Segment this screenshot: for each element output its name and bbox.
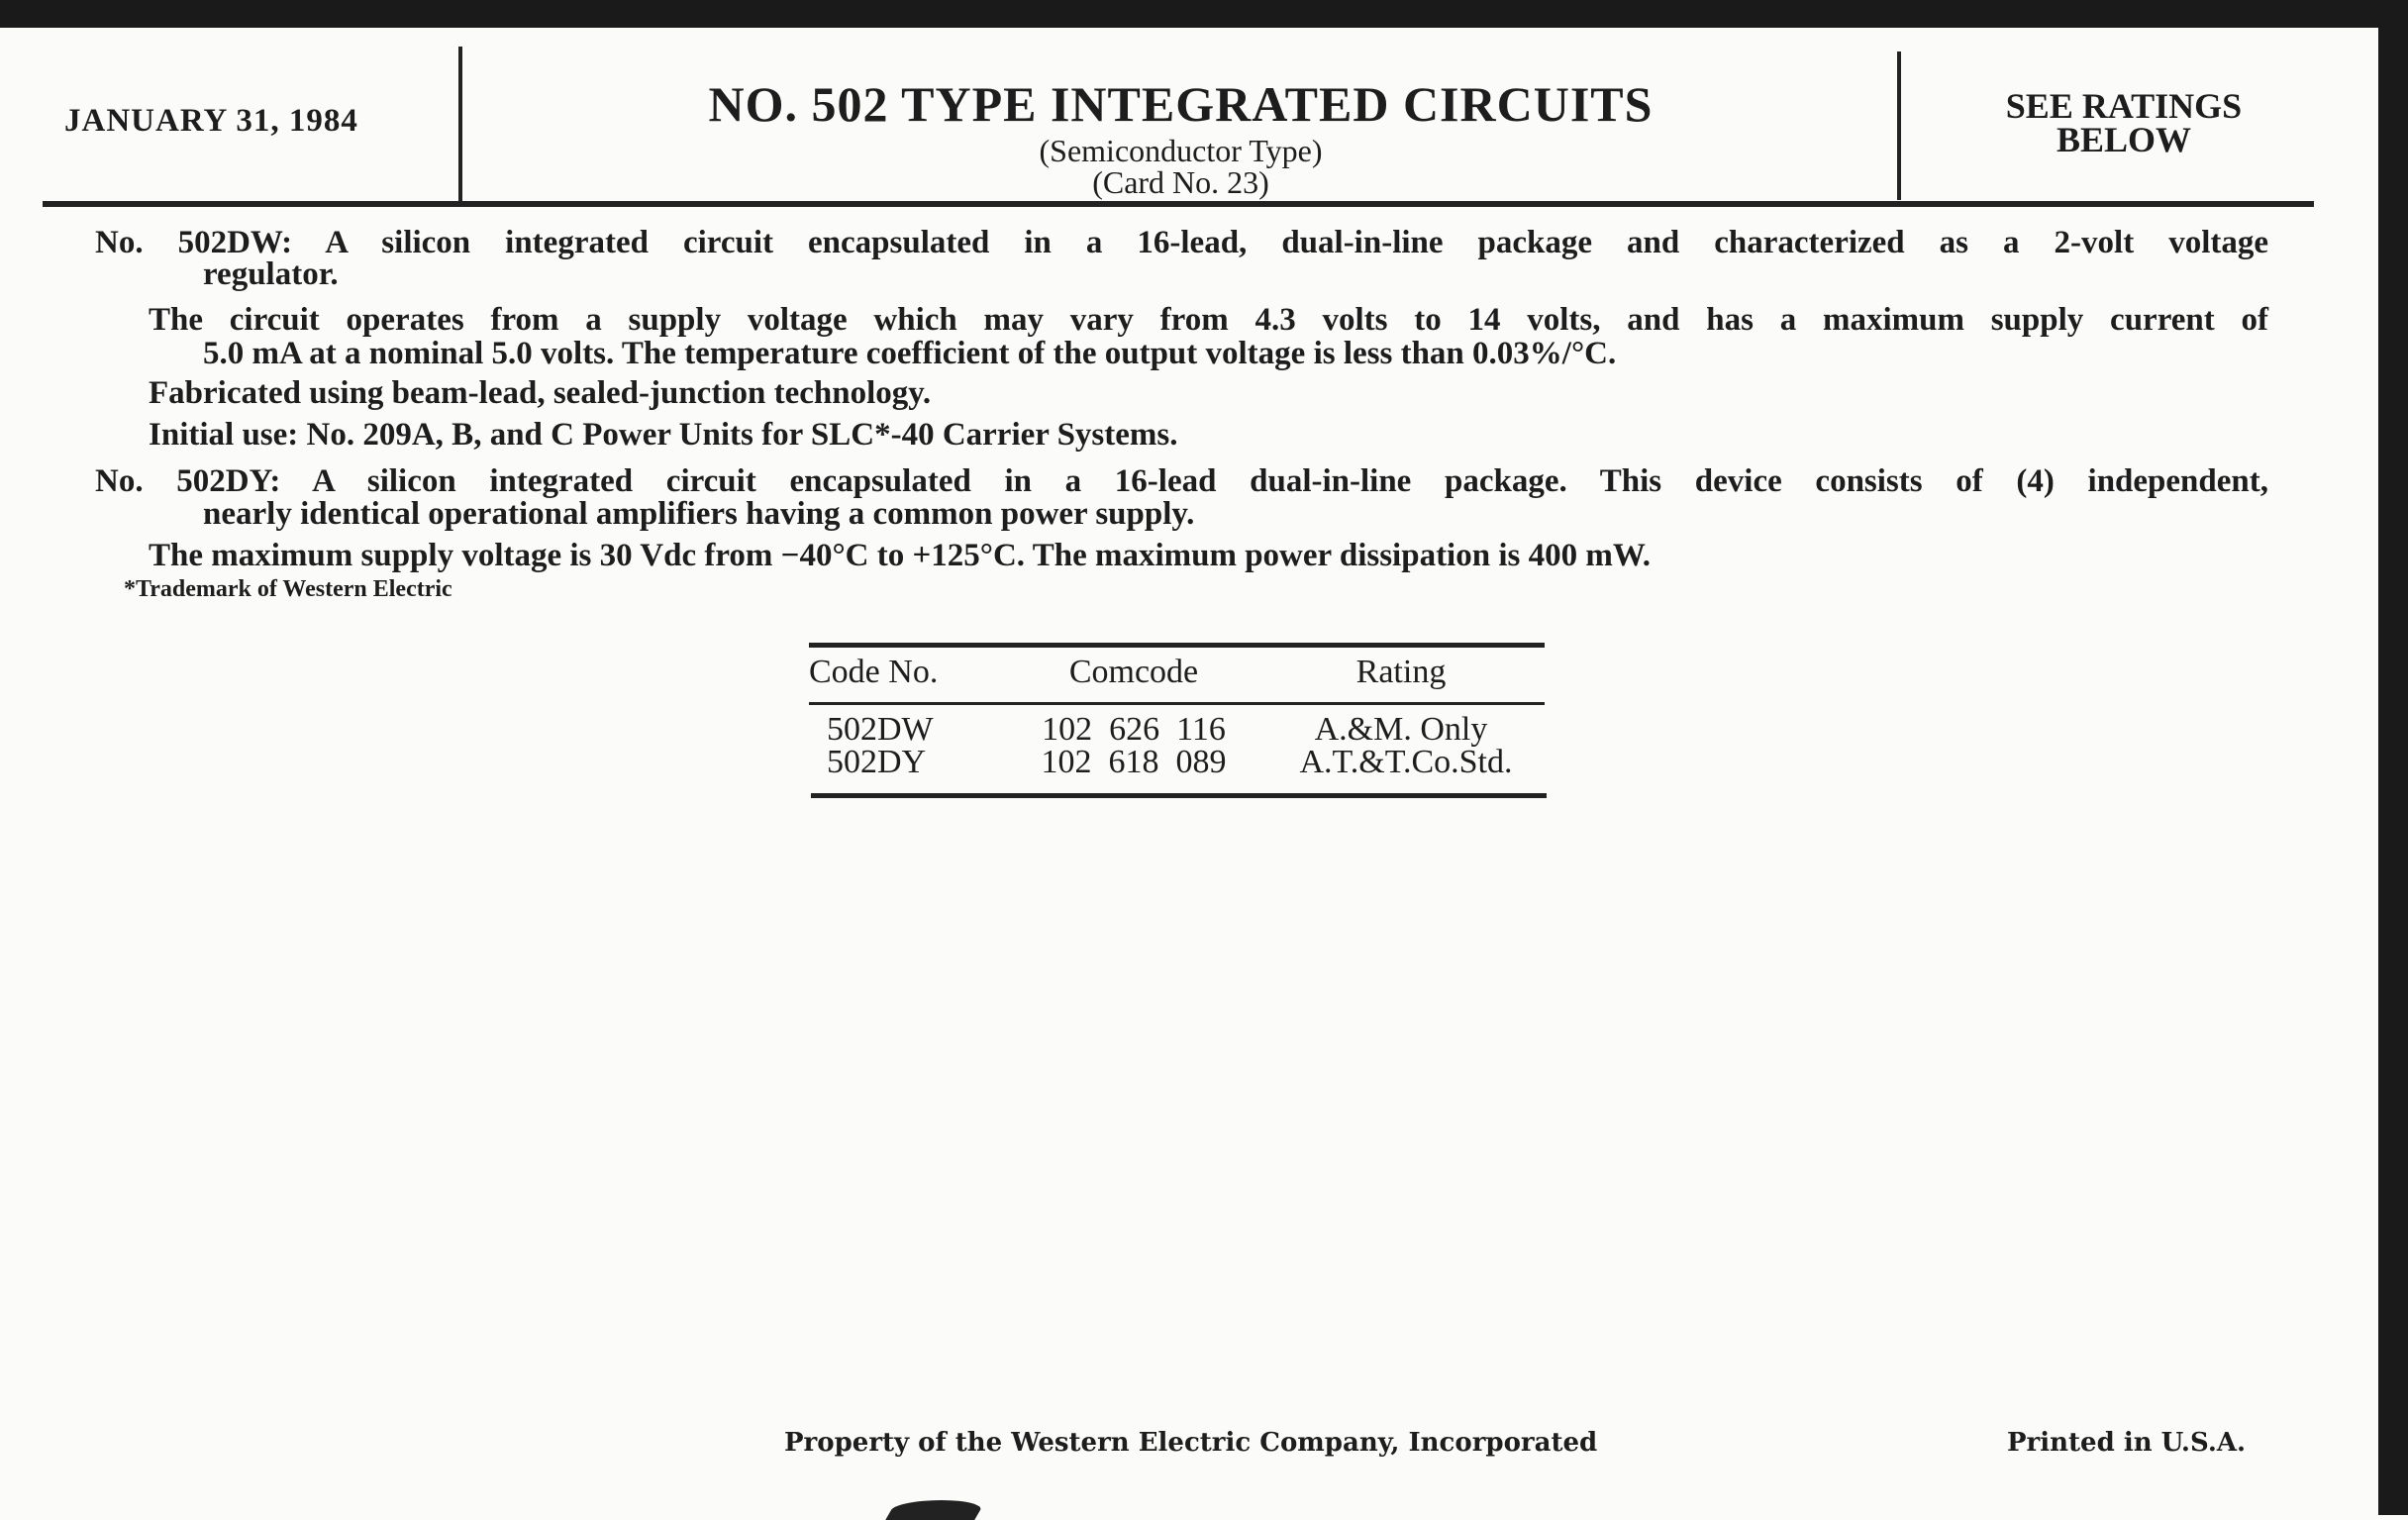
p1-line2: regulator.: [203, 256, 339, 292]
page-title: NO. 502 TYPE INTEGRATED CIRCUITS: [708, 76, 1654, 132]
property-notice: Property of the Western Electric Company, Incorporated: [784, 1428, 1598, 1458]
p2-line1: The circuit operates from a supply voltage which may vary from 4.3 volts to 14 volts, and has a maximum supply current of: [149, 302, 2268, 338]
trademark-note: *Trademark of Western Electric: [124, 576, 452, 602]
table-header-rule: [809, 702, 1545, 705]
cell-comcode: 102 618 089: [1041, 744, 1227, 780]
cell-rating: A.T.&T.Co.Std.: [1299, 744, 1513, 780]
cell-comcode: 102 626 116: [1042, 711, 1226, 748]
card-number: (Card No. 23): [1092, 164, 1269, 200]
scan-border-right: [2378, 0, 2408, 1515]
issue-date: JANUARY 31, 1984: [64, 103, 358, 139]
cell-code: 502DY: [827, 744, 927, 780]
p6: The maximum supply voltage is 30 Vdc from −40°C to +125°C. The maximum power dissipation is 400 mW.: [149, 538, 1652, 573]
p5-line1: No. 502DY: A silicon integrated circuit encapsulated in a 16-lead dual-in-line package. This device consists of (4) independent,: [95, 463, 2268, 499]
ratings-line-1: SEE RATINGS: [2005, 86, 2243, 126]
p4: Initial use: No. 209A, B, and C Power Units for SLC*-40 Carrier Systems.: [149, 417, 1178, 453]
printed-in: Printed in U.S.A.: [2007, 1428, 2247, 1458]
ratings-line-2: BELOW: [2056, 120, 2192, 159]
p2-line2: 5.0 mA at a nominal 5.0 volts. The temperature coefficient of the output voltage is less than 0.03%/°C.: [203, 336, 1617, 371]
table-top-rule: [809, 643, 1545, 648]
cell-code: 502DW: [827, 711, 934, 748]
p5-line2: nearly identical operational amplifiers having a common power supply.: [203, 496, 1195, 532]
cell-rating: A.&M. Only: [1314, 711, 1488, 748]
header-rule: [43, 201, 2314, 207]
p3: Fabricated using beam-lead, sealed-junction technology.: [149, 375, 932, 411]
header-comcode: Comcode: [1068, 654, 1199, 690]
header-divider-left: [458, 47, 462, 201]
header-rating: Rating: [1355, 654, 1447, 690]
p1-line1: No. 502DW: A silicon integrated circuit encapsulated in a 16-lead, dual-in-line package and characterized as a 2-volt voltage: [95, 225, 2268, 260]
header-divider-right: [1897, 51, 1901, 200]
table-bottom-rule: [811, 793, 1547, 798]
subtitle: (Semiconductor Type): [1039, 133, 1323, 168]
scan-border-top: [0, 0, 2408, 28]
ratings-note: [1906, 86, 2342, 159]
header-code-no: Code No.: [809, 654, 939, 690]
scan-artifact: [885, 1500, 986, 1520]
